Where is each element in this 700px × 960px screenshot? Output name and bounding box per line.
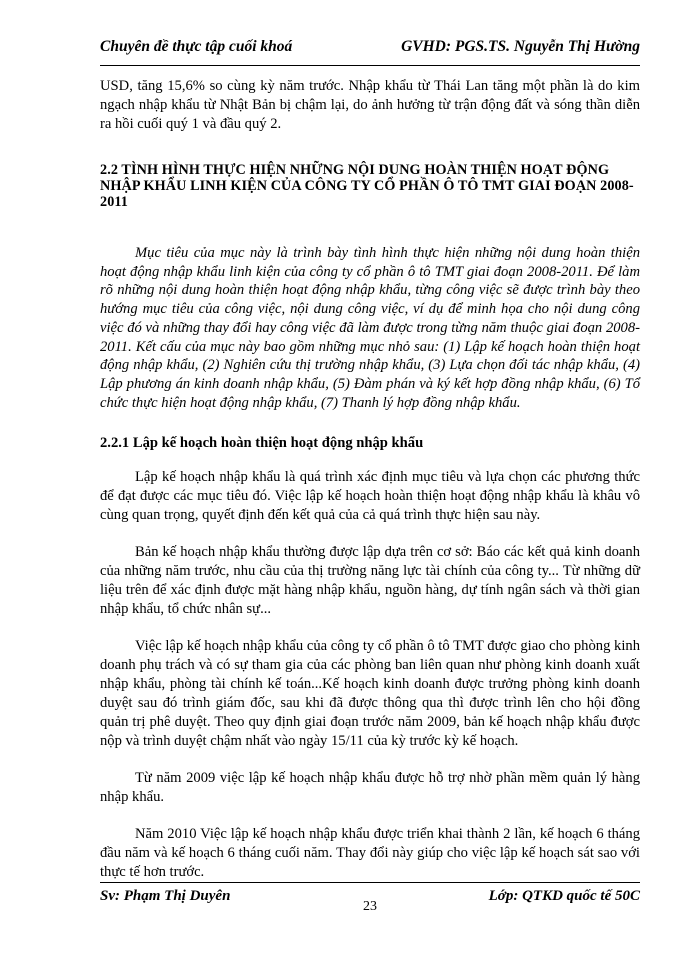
paragraph-planning-definition: Lập kế hoạch nhập khẩu là quá trình xác định mục tiêu và lựa chọn các phương thức để đạt được các mục tiêu đó. Việc lập kế hoạch hoàn thiện hoạt động nhập khẩu là khâu vô cùng quan trọng, quyết định đến kết quả của cả quá trình thực hiện sau này. xyxy=(100,469,640,524)
page-footer xyxy=(100,882,640,932)
paragraph-2010-change: Năm 2010 Việc lập kế hoạch nhập khẩu được triển khai thành 2 lần, kế hoạch 6 tháng đầu năm và kế hoạch 6 tháng cuối năm. Thay đổi này giúp cho việc lập kế hoạch sát sao với thực tế hơn trước. xyxy=(100,826,640,881)
subsection-heading: 2.2.1 Lập kế hoạch hoàn thiện hoạt động nhập khẩu xyxy=(100,435,424,452)
paragraph-software-support: Từ năm 2009 việc lập kế hoạch nhập khẩu được hỗ trợ nhờ phần mềm quản lý hàng nhập khẩu. xyxy=(100,770,640,806)
section-heading: 2.2 TÌNH HÌNH THỰC HIỆN NHỮNG NỘI DUNG HOÀN THIỆN HOẠT ĐỘNG NHẬP KHẨU LINH KIỆN CỦA CÔNG TY CỔ PHẦN Ô TÔ TMT GIAI ĐOẠN 2008-2011 xyxy=(100,162,634,210)
paragraph-plan-basis: Bản kế hoạch nhập khẩu thường được lập dựa trên cơ sở: Báo các kết quả kinh doanh của những năm trước, nhu cầu của thị trường năng lực tài chính của công ty... Từ những dữ liệu trên để xác định được mặt hàng nhập khẩu, nguồn hàng, dự tính ngân sách và thời gian nhập khẩu, tổ chức nhân sự... xyxy=(100,544,640,618)
header-title: Chuyên đề thực tập cuối khoá xyxy=(100,38,293,55)
paragraph-continued: USD, tăng 15,6% so cùng kỳ năm trước. Nhập khẩu từ Thái Lan tăng một phần là do kim ngạch nhập khẩu từ Nhật Bản bị chậm lại, do ảnh hưởng từ trận động đất và sóng thần diễn ra hồi cuối quý 1 và đầu quý 2. xyxy=(100,78,640,132)
header-rule xyxy=(100,65,640,66)
paragraph-plan-process: Việc lập kế hoạch nhập khẩu của công ty cổ phần ô tô TMT được giao cho phòng kinh doanh phụ trách và có sự tham gia của các phòng ban liên quan như phòng kinh doanh xuất nhập khẩu, phòng tài chính kế toán...Kế hoạch kinh doanh được trưởng phòng kinh doanh duyệt sau đó trình giám đốc, sau khi đã được thông qua thì được trình lên cho hội đồng quản trị phê duyệt. Theo quy định giai đoạn trước năm 2009, bản kế hoạch nhập khẩu được nộp và trình duyệt chậm nhất vào ngày 15/11 của kỳ trước kỳ kế hoạch. xyxy=(100,638,640,750)
page-header xyxy=(100,38,640,66)
footer-rule xyxy=(100,882,640,883)
page-body xyxy=(100,72,640,882)
footer-class: Lớp: QTKD quốc tế 50C xyxy=(488,888,640,904)
footer-student: Sv: Phạm Thị Duyên xyxy=(100,888,231,904)
header-advisor: GVHD: PGS.TS. Nguyễn Thị Hường xyxy=(401,38,640,55)
section-intro: Mục tiêu của mục này là trình bày tình hình thực hiện những nội dung hoàn thiện hoạt động nhập khẩu linh kiện của công ty cổ phần ô tô TMT giai đoạn 2008-2011. Để làm rõ những nội dung hoàn thiện hoạt động nhập khẩu, từng công việc sẽ được trình bày theo hướng mục tiêu của công việc, nội dung công việc, ví dụ để minh họa cho nội dung công việc đó và những thay đổi hay công việc đã làm được trong từng năm thuộc giai đoạn 2008-2011. Kết cấu của mục này bao gồm những mục nhỏ sau: (1) Lập kế hoạch hoàn thiện hoạt động nhập khẩu, (2) Nghiên cứu thị trường nhập khẩu, (3) Lựa chọn đối tác nhập khẩu, (4) Lập phương án kinh doanh nhập khẩu, (5) Đàm phán và ký kết hợp đồng nhập khẩu, (6) Tổ chức thực hiện hoạt động nhập khẩu, (7) Thanh lý hợp đồng nhập khẩu. xyxy=(100,245,640,411)
page-number: 23 xyxy=(363,899,377,914)
